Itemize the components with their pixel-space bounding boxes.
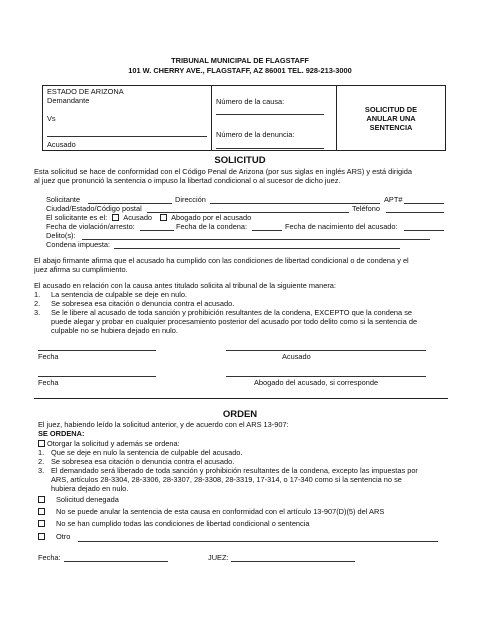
abogado-checkbox[interactable] bbox=[160, 214, 167, 221]
other-field[interactable] bbox=[78, 541, 438, 542]
order-item2-number: 2. bbox=[38, 457, 45, 466]
complaint-number-line[interactable] bbox=[216, 148, 324, 149]
case-caption-box bbox=[42, 85, 446, 151]
se-ordena-label: SE ORDENA: bbox=[38, 429, 85, 438]
request-item3-number: 3. bbox=[34, 308, 41, 317]
date-signature-line[interactable] bbox=[38, 350, 156, 351]
grant-option bbox=[38, 439, 180, 448]
orden-intro: El juez, habiendo leído la solicitud anterior, y de acuerdo con el ARS 13-907: bbox=[38, 420, 289, 429]
conditions-not-met-checkbox[interactable] bbox=[38, 520, 45, 527]
denied-option bbox=[38, 495, 119, 504]
birth-date-field[interactable] bbox=[404, 230, 444, 231]
violation-date-field[interactable] bbox=[140, 230, 174, 231]
birth-date-label: Fecha de nacimiento del acusado: bbox=[285, 222, 398, 231]
apt-field[interactable] bbox=[404, 203, 444, 204]
conviction-date-label: Fecha de la condena: bbox=[176, 222, 248, 231]
offenses-label: Delito(s): bbox=[46, 231, 76, 240]
caption-divider bbox=[211, 86, 212, 150]
defendant-signature-line[interactable] bbox=[226, 350, 426, 351]
acusado-checkbox[interactable] bbox=[112, 214, 119, 221]
other-checkbox[interactable] bbox=[38, 533, 45, 540]
order-item3-line2: ARS, artículos 28-3304, 28-3306, 28-3307, 28-3308, 28-3319, 17-314, o 17-340 como si la sentencia no se bbox=[51, 475, 402, 484]
order-item2: Se sobresea esa citación o denuncia contra el acusado. bbox=[51, 457, 235, 466]
defendant-label: Acusado bbox=[47, 140, 76, 149]
order-item3-line3: hubiera dejado en nulo. bbox=[51, 484, 129, 493]
applicant-label: Solicitante bbox=[46, 195, 81, 204]
case-number-label: Número de la causa: bbox=[216, 97, 285, 106]
phone-field[interactable] bbox=[386, 212, 444, 213]
affirmation-line2: juez afirma su cumplimiento. bbox=[34, 265, 128, 274]
order-date-label: Fecha: bbox=[38, 553, 61, 562]
conviction-date-field[interactable] bbox=[252, 230, 282, 231]
order-date-field[interactable] bbox=[64, 561, 168, 562]
denied-checkbox[interactable] bbox=[38, 496, 45, 503]
order-item1-number: 1. bbox=[38, 448, 45, 457]
state-label: ESTADO DE ARIZONA bbox=[47, 87, 124, 96]
request-item1: La sentencia de culpable se deje en nulo. bbox=[51, 290, 188, 299]
solicitud-intro-line1: Esta solicitud se hace de conformidad con el Código Penal de Arizona (por sus siglas en inglés ARS) y está dirigida bbox=[34, 167, 412, 176]
grant-checkbox[interactable] bbox=[38, 440, 45, 447]
sentence-field[interactable] bbox=[114, 248, 400, 249]
address-label: Dirección bbox=[175, 195, 206, 204]
date-signature-label: Fecha bbox=[38, 352, 59, 361]
sentence-label: Condena impuesta: bbox=[46, 240, 111, 249]
request-item2: Se sobresea esa citación o denuncia contra el acusado. bbox=[51, 299, 235, 308]
applicant-role-label bbox=[46, 213, 251, 222]
date-signature-label: Fecha bbox=[38, 378, 59, 387]
case-number-line[interactable] bbox=[216, 114, 324, 115]
court-address: 101 W. CHERRY AVE., FLAGSTAFF, AZ 86001 TEL. 928-213-3000 bbox=[128, 66, 352, 75]
applicant-role-text: El solicitante es el: bbox=[46, 213, 108, 222]
request-item1-number: 1. bbox=[34, 290, 41, 299]
request-item3-line3: culpable no se hubiera dejado en nulo. bbox=[51, 326, 178, 335]
date-signature-line[interactable] bbox=[38, 376, 156, 377]
vs-label: Vs bbox=[47, 114, 56, 123]
denied-label: Solicitud denegada bbox=[56, 495, 119, 504]
conditions-not-met-option bbox=[38, 519, 310, 528]
solicitud-intro-line2: al juez que pronunció la sentencia o impuso la libertad condicional o al sucesor de dicho juez. bbox=[34, 176, 341, 185]
other-label: Otro bbox=[56, 532, 71, 541]
court-name: TRIBUNAL MUNICIPAL DE FLAGSTAFF bbox=[171, 56, 309, 65]
judge-signature-field[interactable] bbox=[231, 561, 355, 562]
cannot-annul-label: No se puede anular la sentencia de esta causa en conformidad con el artículo 13-907(D)(5) del ARS bbox=[56, 507, 385, 516]
complaint-number-label: Número de la denuncia: bbox=[216, 130, 295, 139]
defendant-line[interactable] bbox=[47, 136, 207, 137]
apt-label: APT# bbox=[384, 195, 403, 204]
request-item3-line1: Se le libere al acusado de toda sanción y prohibición resultantes de la condena, EXCEPTO que la condena se bbox=[51, 308, 413, 317]
doc-title-line3: SENTENCIA bbox=[369, 123, 413, 132]
conditions-not-met-label: No se han cumplido todas las condiciones de libertad condicional o sentencia bbox=[56, 519, 310, 528]
section-divider bbox=[34, 398, 448, 399]
doc-title-line1: SOLICITUD DE bbox=[364, 105, 418, 114]
orden-title: ORDEN bbox=[222, 409, 258, 420]
offenses-field[interactable] bbox=[82, 239, 430, 240]
request-item2-number: 2. bbox=[34, 299, 41, 308]
other-option bbox=[38, 532, 70, 541]
attorney-signature-label: Abogado del acusado, si corresponde bbox=[254, 378, 379, 387]
phone-label: Teléfono bbox=[352, 204, 380, 213]
solicitud-title: SOLICITUD bbox=[214, 155, 266, 166]
request-item3-line2: puede alegar y probar en cualquier procesamiento posterior del acusado por todo delito como si la sentencia de bbox=[51, 317, 418, 326]
request-intro: El acusado en relación con la causa antes titulado solicita al tribunal de la siguiente manera: bbox=[34, 281, 336, 290]
acusado-option-label: Acusado bbox=[123, 213, 153, 222]
plaintiff-label: Demandante bbox=[47, 96, 90, 105]
order-item3-line1: El demandado será liberado de toda sanción y prohibición resultantes de la condena, excepto las impuestas por bbox=[51, 466, 418, 475]
order-item3-number: 3. bbox=[38, 466, 45, 475]
affirmation-line1: El abajo firmante afirma que el acusado ha cumplido con las condiciones de libertad condicional o de condena y el bbox=[34, 256, 409, 265]
order-item1: Que se deje en nulo la sentencia de culpable del acusado. bbox=[51, 448, 243, 457]
defendant-signature-label: Acusado bbox=[282, 352, 311, 361]
attorney-signature-line[interactable] bbox=[226, 376, 426, 377]
grant-label: Otorgar la solicitud y además se ordena: bbox=[47, 439, 180, 448]
abogado-option-label: Abogado por el acusado bbox=[171, 213, 252, 222]
cannot-annul-checkbox[interactable] bbox=[38, 508, 45, 515]
city-label: Ciudad/Estado/Código postal bbox=[46, 204, 142, 213]
cannot-annul-option bbox=[38, 507, 384, 516]
doc-title-line2: ANULAR UNA bbox=[366, 114, 416, 123]
violation-date-label: Fecha de violación/arresto: bbox=[46, 222, 135, 231]
judge-label: JUEZ: bbox=[208, 553, 229, 562]
